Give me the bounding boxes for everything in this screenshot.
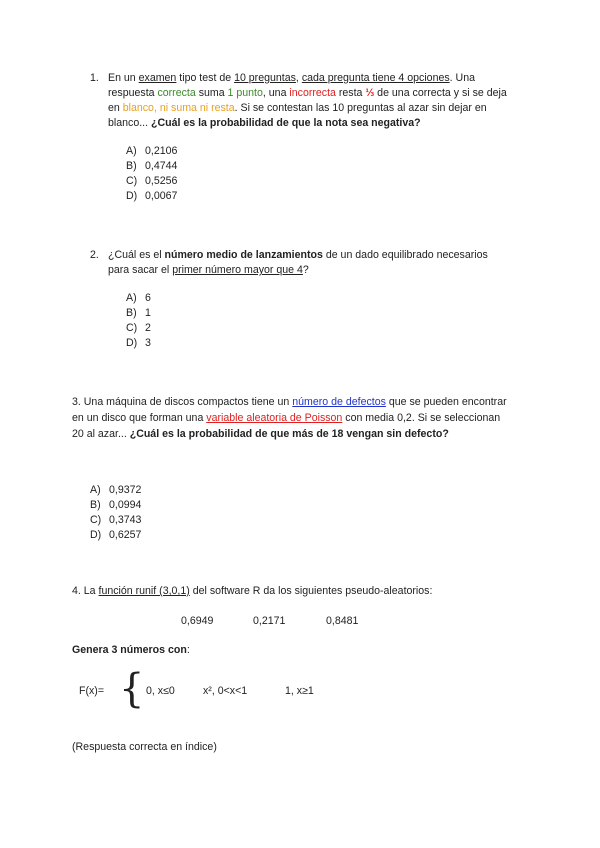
q1-text-part: resta [335, 87, 366, 99]
option-letter: A) [126, 145, 137, 157]
option [90, 513, 141, 528]
q4-piece-1: 0, x≤0 [146, 685, 175, 697]
q2-text [108, 248, 510, 278]
q1-text [108, 71, 510, 131]
option-value: 0,6257 [109, 529, 142, 541]
q2-condition-term: primer número mayor que 4 [172, 264, 303, 276]
q3-poisson-link[interactable]: variable aleatoria de Poisson [206, 412, 343, 424]
q4-generate-line [72, 643, 190, 658]
q4-number-3: 0,8481 [326, 615, 359, 627]
q1-text-part: , una [262, 87, 290, 99]
option-letter: B) [90, 499, 101, 511]
q1-options-term: cada pregunta tiene 4 opciones [301, 72, 450, 84]
question-1 [90, 71, 510, 131]
q3-question: ¿Cuál es la probabilidad de que más de 18 vengan sin defecto? [129, 428, 449, 440]
question-2 [90, 248, 510, 278]
q1-count-term: 10 preguntas [234, 72, 296, 84]
option-value: 0,2106 [145, 145, 178, 157]
option-value: 0,0067 [145, 190, 178, 202]
q4-text-part: del software R da los siguientes pseudo-aleatorios: [189, 585, 433, 597]
q4-number-1: 0,6949 [181, 615, 214, 627]
option-letter: D) [126, 190, 138, 202]
option [90, 498, 141, 513]
option-letter: C) [126, 175, 138, 187]
option-letter: B) [126, 307, 137, 319]
q4-piece-2: x², 0<x<1 [203, 685, 248, 697]
q1-correct-term: correcta [157, 87, 196, 99]
option-value: 2 [145, 322, 151, 334]
q1-point-term: 1 punto [227, 87, 263, 99]
q2-text-part: ? [302, 264, 309, 276]
option-value: 1 [145, 307, 151, 319]
footer-note: (Respuesta correcta en índice) [72, 741, 217, 753]
option-letter: D) [90, 529, 102, 541]
option [126, 321, 151, 336]
q1-incorrect-term: incorrecta [289, 87, 336, 99]
q4-colon: : [186, 644, 190, 656]
option-value: 0,3743 [109, 514, 142, 526]
q2-text-part: ¿Cuál es el [108, 249, 165, 261]
option [126, 174, 177, 189]
q3-defects-link[interactable]: número de defectos [292, 396, 386, 408]
option [126, 189, 177, 204]
option-value: 3 [145, 337, 151, 349]
q4-text-part: 4. La [72, 585, 99, 597]
option-value: 6 [145, 292, 151, 304]
q1-text-part: tipo test de [176, 72, 235, 84]
q1-question: ¿Cuál es la probabilidad de que la nota sea negativa? [151, 117, 421, 129]
option-letter: C) [90, 514, 102, 526]
q2-number: 2. [90, 249, 99, 261]
q4-function-term: función runif (3,0,1) [98, 585, 190, 597]
q4-piece-3: 1, x≥1 [285, 685, 314, 697]
q1-text-part: . Una respuesta [108, 72, 475, 99]
option-letter: A) [90, 484, 101, 496]
q2-key-term: número medio de lanzamientos [164, 249, 323, 261]
q1-third-term: ⅓ [365, 87, 375, 99]
option [90, 483, 141, 498]
option-value: 0,0994 [109, 499, 142, 511]
q1-text-part: , [295, 72, 302, 84]
q2-text-part: de un dado equilibrado necesarios para sacar el [108, 249, 488, 276]
q3-text-part: 3. Una máquina de discos compactos tiene un [72, 396, 293, 408]
option-value: 0,4744 [145, 160, 178, 172]
q4-number-2: 0,2171 [253, 615, 286, 627]
option-letter: C) [126, 322, 138, 334]
q1-text-part: de una correcta y si se deja en [108, 87, 507, 114]
q4-fx-label: F(x)= [79, 685, 105, 697]
option-letter: A) [126, 292, 137, 304]
q1-blank-term: blanco, ni suma ni resta [122, 102, 235, 114]
option-letter: D) [126, 337, 138, 349]
option [90, 528, 141, 543]
option [126, 306, 151, 321]
q1-text-part: . Si se contestan las 10 preguntas al azar sin dejar en blanco... [108, 102, 487, 129]
q1-number: 1. [90, 72, 99, 84]
option [126, 336, 151, 351]
option-value: 0,5256 [145, 175, 178, 187]
q1-exam-term: examen [138, 72, 177, 84]
q3-options [90, 483, 141, 543]
brace-symbol: { [119, 666, 145, 712]
option [126, 144, 177, 159]
q1-options [126, 144, 177, 204]
q3-text-part: con media 0,2. Si se seleccionan 20 al azar... [72, 412, 501, 440]
option-value: 0,9372 [109, 484, 142, 496]
q1-text-part: suma [195, 87, 228, 99]
q4-generate-label: Genera 3 números con [72, 644, 187, 656]
option-letter: B) [126, 160, 137, 172]
question-3 [72, 394, 512, 442]
q3-text-part: que se pueden encontrar en un disco que forman una [72, 396, 507, 424]
q1-text-part: En un [108, 72, 139, 84]
q2-options [126, 291, 151, 351]
option [126, 159, 177, 174]
question-4 [72, 584, 512, 599]
option [126, 291, 151, 306]
